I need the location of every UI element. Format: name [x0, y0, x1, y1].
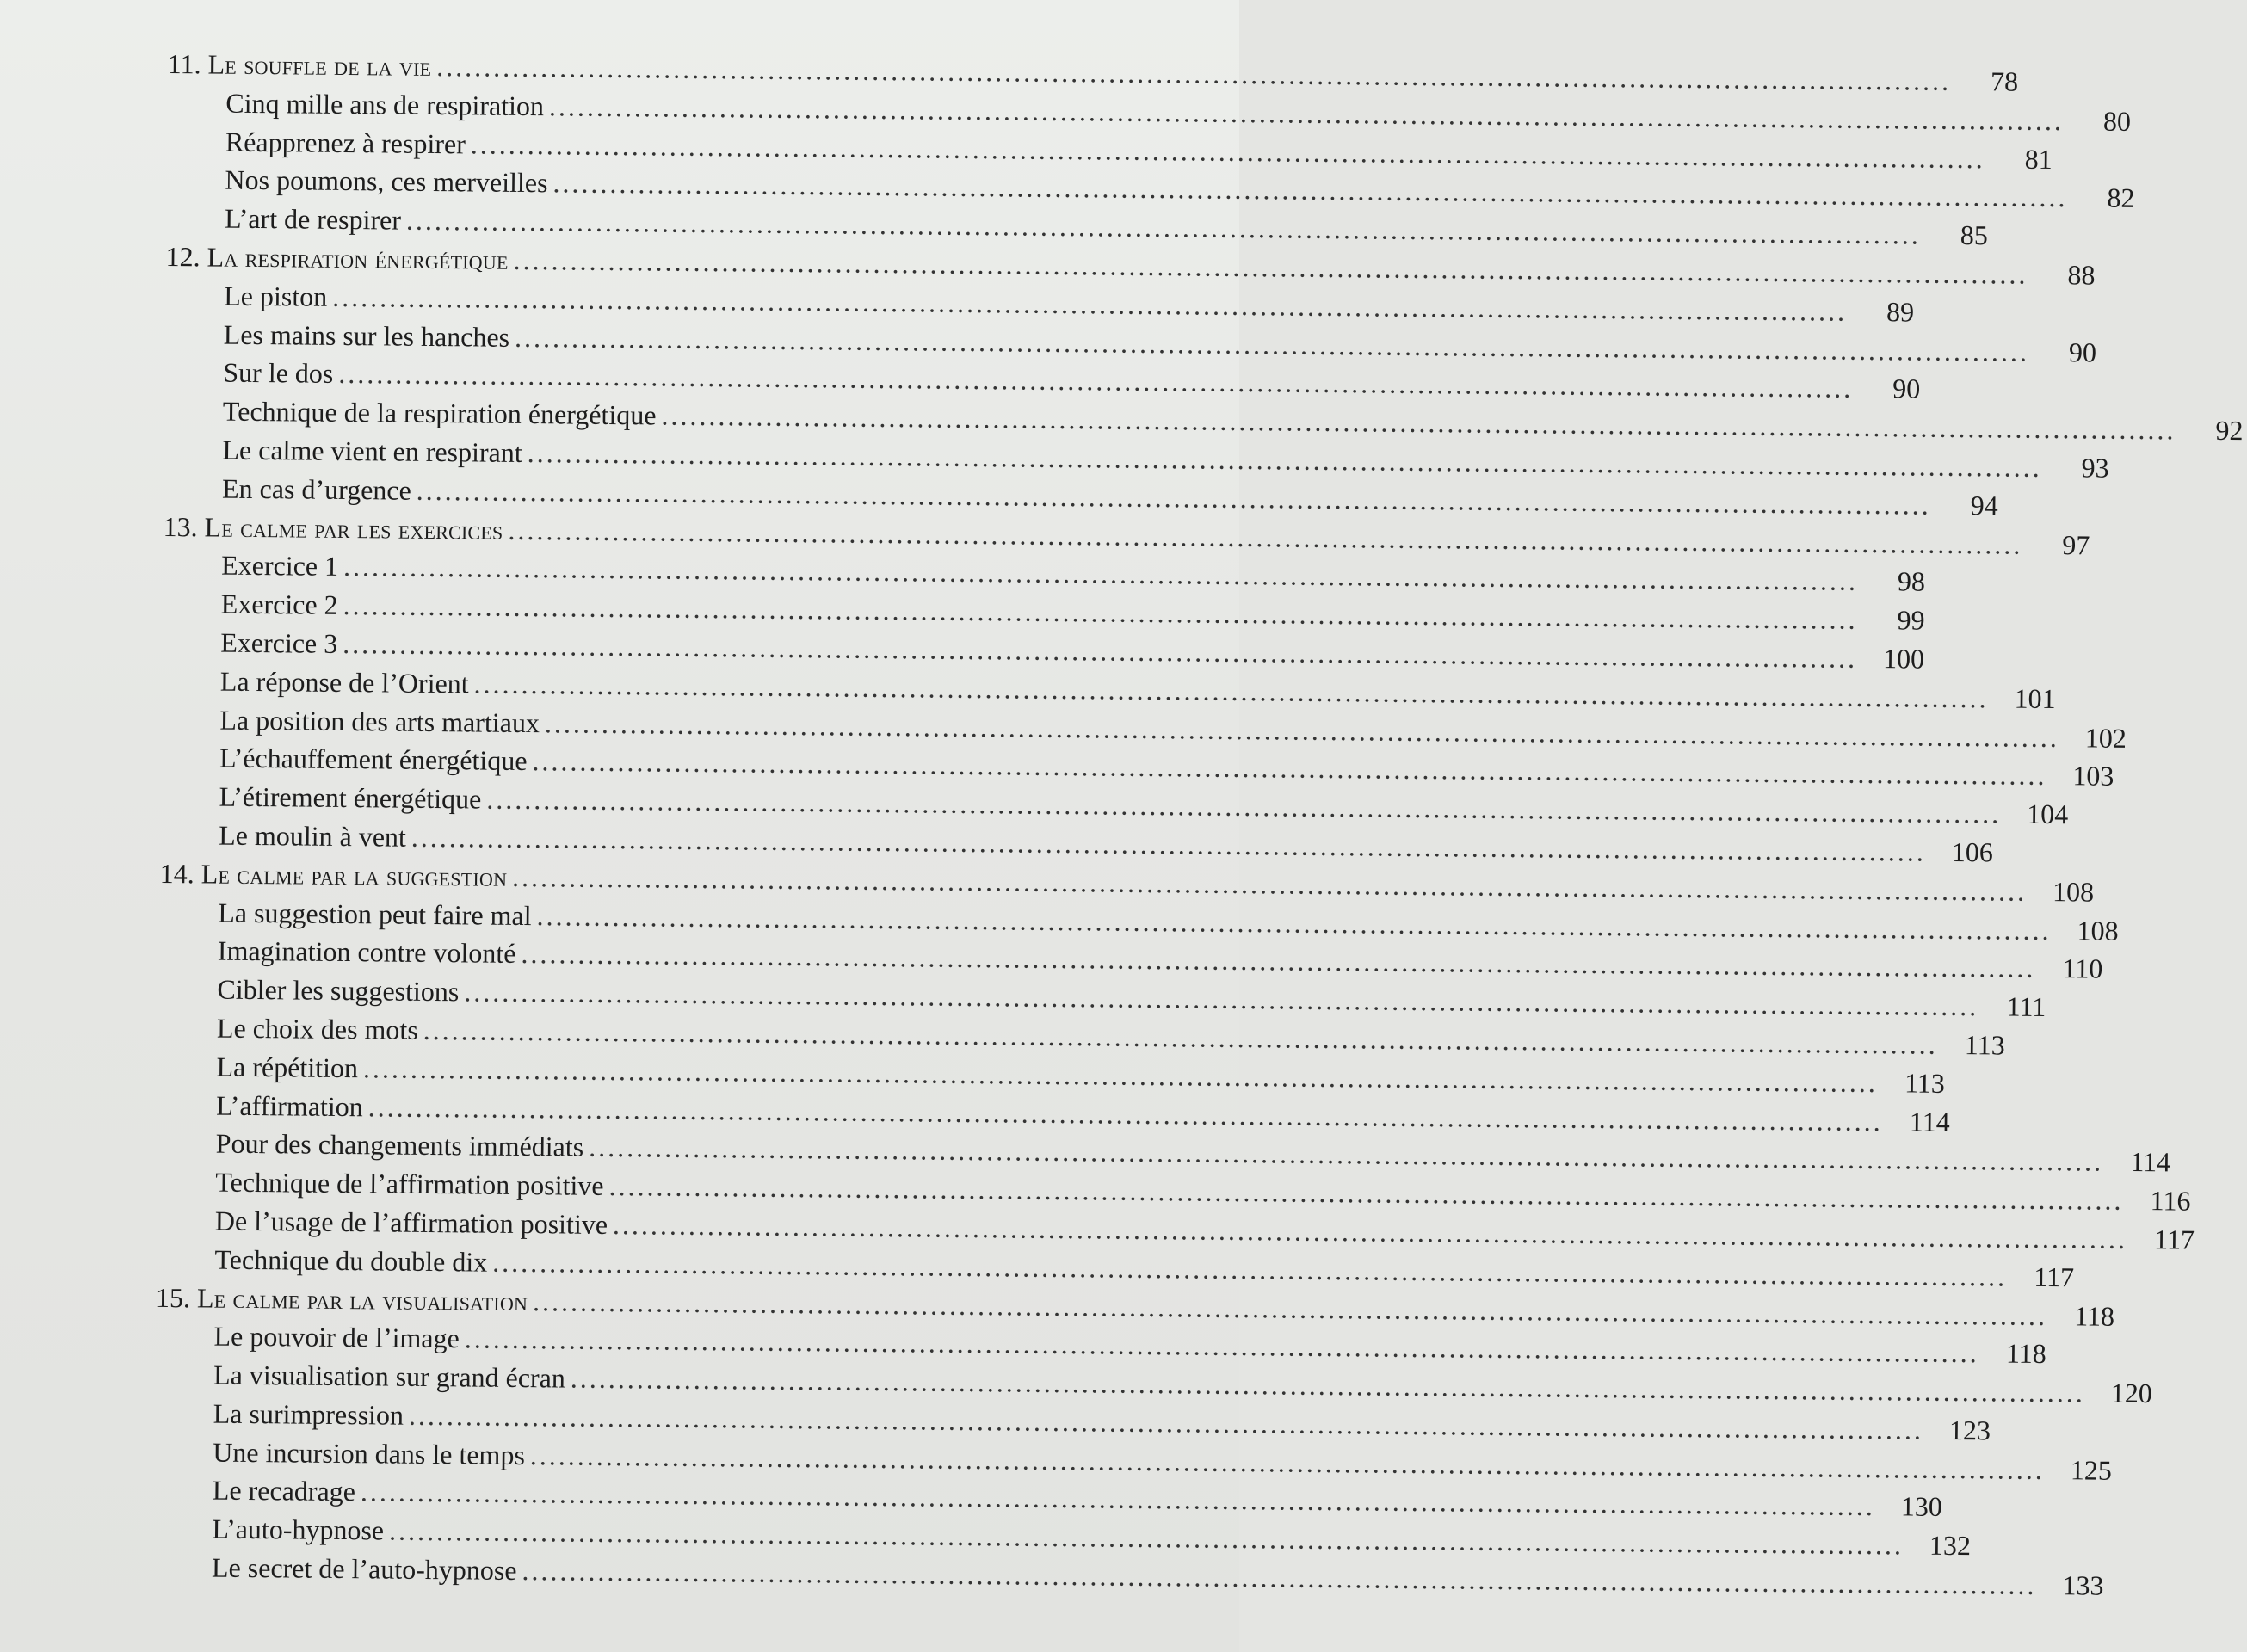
toc-entry-title: L’étirement énergétique — [219, 780, 482, 815]
page-number: 117 — [2153, 1224, 2195, 1255]
toc-entry-title: Sur le dos — [223, 357, 334, 390]
dot-leader: ................................................................................................................................................................ — [343, 589, 1858, 636]
toc-entry-title: Pour des changements immédiats — [215, 1127, 584, 1163]
page-number: 125 — [2070, 1453, 2112, 1486]
page-number: 133 — [2062, 1569, 2104, 1601]
toc-entry-title: Le choix des mots — [216, 1012, 418, 1045]
page-number: 108 — [2077, 914, 2119, 946]
toc-entry-title: Le pouvoir de l’image — [213, 1320, 460, 1354]
page-number: 94 — [1970, 489, 1998, 521]
show-through-text — [878, 40, 1188, 46]
dot-leader: ................................................................................................................................................................ — [570, 1362, 2085, 1409]
page-number: 111 — [2006, 990, 2046, 1023]
dot-leader: ................................................................................................................................................................ — [527, 437, 2042, 483]
toc-entry-title: En cas d’urgence — [221, 472, 411, 506]
chapter-title: La respiration énergétique — [207, 241, 509, 275]
dot-leader: ................................................................................................................................................................ — [522, 1555, 2037, 1601]
page-number: 113 — [1964, 1029, 2005, 1061]
dot-leader: ................................................................................................................................................................ — [492, 1246, 2008, 1292]
toc-entry-title: Les mains sur les hanches — [223, 318, 510, 353]
chapter-number: 14. — [159, 857, 194, 890]
page-number: 78 — [1990, 65, 2019, 97]
page-number: 110 — [2062, 952, 2103, 984]
toc-chapter-label — [163, 508, 503, 550]
toc-entry-title: Nos poumons, ces merveilles — [225, 164, 548, 199]
dot-leader: ................................................................................................................................................................ — [436, 50, 1952, 96]
dot-leader: ................................................................................................................................................................ — [511, 860, 2028, 907]
toc-entry-title: Le recadrage — [212, 1475, 356, 1507]
toc-entry-title: Technique du double dix — [214, 1243, 488, 1278]
page-number: 104 — [2027, 798, 2069, 830]
toc-entry-title: Cibler les suggestions — [217, 973, 460, 1008]
dot-leader: ................................................................................................................................................................ — [608, 1170, 2124, 1216]
page-number: 81 — [2024, 143, 2053, 175]
toc-entry-row — [153, 1548, 2104, 1601]
toc-entry-title: La visualisation sur grand écran — [213, 1359, 566, 1394]
page-number: 116 — [2150, 1185, 2191, 1217]
page-number: 114 — [1909, 1106, 1950, 1137]
page-number: 90 — [1892, 373, 1921, 404]
toc-entry-title: Le secret de l’auto-hypnose — [211, 1551, 517, 1587]
dot-leader: ................................................................................................................................................................ — [464, 1322, 1979, 1369]
page-number: 106 — [1951, 835, 1993, 868]
page-number: 114 — [2130, 1146, 2171, 1178]
toc-entry-title: Exercice 2 — [220, 588, 338, 621]
page-number: 92 — [2215, 415, 2244, 447]
dot-leader: ................................................................................................................................................................ — [343, 627, 1858, 674]
toc-entry-title: La position des arts martiaux — [219, 704, 540, 738]
toc-entry-title: Une incursion dans le temps — [213, 1436, 526, 1470]
toc-entry-title: L’auto-hypnose — [212, 1513, 385, 1546]
toc-entry-title: Imagination contre volonté — [217, 934, 516, 970]
page-number: 108 — [2052, 875, 2095, 908]
toc-entry-title: La surimpression — [213, 1397, 404, 1431]
dot-leader: ................................................................................................................................................................ — [532, 745, 2047, 792]
dot-leader: ................................................................................................................................................................ — [529, 1439, 2045, 1485]
toc-entry-title: Technique de l’affirmation positive — [215, 1166, 604, 1202]
dot-leader: ................................................................................................................................................................ — [536, 899, 2052, 946]
dot-leader: ................................................................................................................................................................ — [589, 1131, 2104, 1177]
toc-chapter-label — [160, 854, 508, 897]
dot-leader: ................................................................................................................................................................ — [552, 167, 2068, 213]
chapter-title: Le calme par la suggestion — [201, 858, 508, 892]
chapter-number: 15. — [155, 1281, 191, 1313]
page-number: 130 — [1900, 1490, 1943, 1523]
table-of-contents — [153, 45, 2244, 1601]
chapter-title: Le calme par la visualisation — [196, 1281, 528, 1316]
dot-leader: ................................................................................................................................................................ — [508, 514, 2023, 560]
page-number: 80 — [2102, 105, 2132, 137]
toc-entry-title: Exercice 3 — [220, 626, 338, 659]
page-number: 118 — [2005, 1337, 2046, 1370]
dot-leader: ................................................................................................................................................................ — [416, 474, 1931, 521]
dot-leader: ................................................................................................................................................................ — [521, 938, 2036, 984]
toc-entry-title: De l’usage de l’affirmation positive — [214, 1205, 608, 1240]
page-number: 117 — [2034, 1261, 2075, 1293]
dot-leader: ................................................................................................................................................................ — [612, 1208, 2128, 1254]
dot-leader: ................................................................................................................................................................ — [362, 1051, 1879, 1098]
toc-entry-title: La répétition — [216, 1051, 359, 1083]
toc-entry-title: Exercice 1 — [221, 549, 339, 583]
dot-leader: ................................................................................................................................................................ — [343, 551, 1859, 597]
toc-entry-title: L’affirmation — [216, 1089, 363, 1122]
dot-leader: ................................................................................................................................................................ — [470, 127, 1985, 174]
page-number: 90 — [2068, 336, 2097, 368]
dot-leader: ................................................................................................................................................................ — [544, 706, 2060, 753]
dot-leader: ................................................................................................................................................................ — [338, 358, 1854, 404]
page-number: 85 — [1960, 219, 1989, 251]
chapter-number: 11. — [167, 47, 201, 80]
page-number: 118 — [2074, 1299, 2115, 1332]
page-number: 120 — [2110, 1377, 2152, 1409]
chapter-title: Le calme par les exercices — [204, 510, 503, 546]
dot-leader: ................................................................................................................................................................ — [423, 1014, 1938, 1060]
toc-entry-title: Technique de la respiration énergétique — [222, 395, 657, 431]
page-number: 123 — [1948, 1414, 1991, 1446]
dot-leader: ................................................................................................................................................................ — [464, 976, 1979, 1022]
chapter-number: 13. — [163, 510, 198, 542]
dot-leader: ................................................................................................................................................................ — [332, 280, 1848, 327]
toc-entry-title: Le calme vient en respirant — [222, 434, 522, 468]
dot-leader: ................................................................................................................................................................ — [367, 1090, 1883, 1137]
dot-leader: ................................................................................................................................................................ — [548, 90, 2065, 136]
toc-chapter-label — [165, 237, 508, 280]
toc-entry-title: La suggestion peut faire mal — [218, 897, 532, 931]
page-number: 101 — [2014, 682, 2056, 714]
toc-entry-title: L’échauffement énergétique — [219, 742, 528, 777]
toc-entry-title: L’art de respirer — [224, 202, 402, 236]
dot-leader: ................................................................................................................................................................ — [360, 1476, 1876, 1522]
toc-entry-title: Cinq mille ans de respiration — [225, 87, 545, 121]
toc-entry-title: Réapprenez à respirer — [225, 126, 466, 159]
page-number: 132 — [1929, 1530, 1972, 1562]
page-number: 89 — [1886, 295, 1915, 328]
chapter-title: Le souffle de la vie — [207, 48, 432, 82]
dot-leader: ................................................................................................................................................................ — [405, 204, 1922, 250]
dot-leader: ................................................................................................................................................................ — [408, 1399, 1924, 1446]
page-number: 82 — [2107, 182, 2135, 214]
dot-leader: ................................................................................................................................................................ — [486, 783, 2002, 829]
toc-entry-title: Le piston — [224, 280, 328, 312]
page-number: 97 — [2062, 528, 2090, 561]
dot-leader: ................................................................................................................................................................ — [388, 1514, 1904, 1561]
dot-leader: ................................................................................................................................................................ — [514, 321, 2030, 367]
page-number: 100 — [1882, 643, 1925, 675]
page-number: 99 — [1897, 604, 1925, 636]
dot-leader: ................................................................................................................................................................ — [473, 668, 1989, 714]
dot-leader: ................................................................................................................................................................ — [513, 243, 2028, 290]
toc-chapter-label — [168, 45, 432, 86]
page-number: 103 — [2072, 760, 2114, 792]
dot-leader: ................................................................................................................................................................ — [411, 821, 1926, 867]
dot-leader: ................................................................................................................................................................ — [661, 399, 2176, 446]
page-number: 88 — [2067, 259, 2096, 291]
toc-chapter-label — [156, 1278, 528, 1320]
toc-entry-title: Le moulin à vent — [219, 819, 407, 853]
dot-leader: ................................................................................................................................................................ — [532, 1285, 2048, 1331]
toc-entry-title: La réponse de l’Orient — [219, 665, 469, 700]
page-number: 98 — [1897, 565, 1926, 597]
page-number: 102 — [2084, 721, 2127, 754]
page-number: 93 — [2081, 452, 2109, 484]
chapter-number: 12. — [165, 240, 201, 273]
page-number: 113 — [1904, 1067, 1946, 1099]
